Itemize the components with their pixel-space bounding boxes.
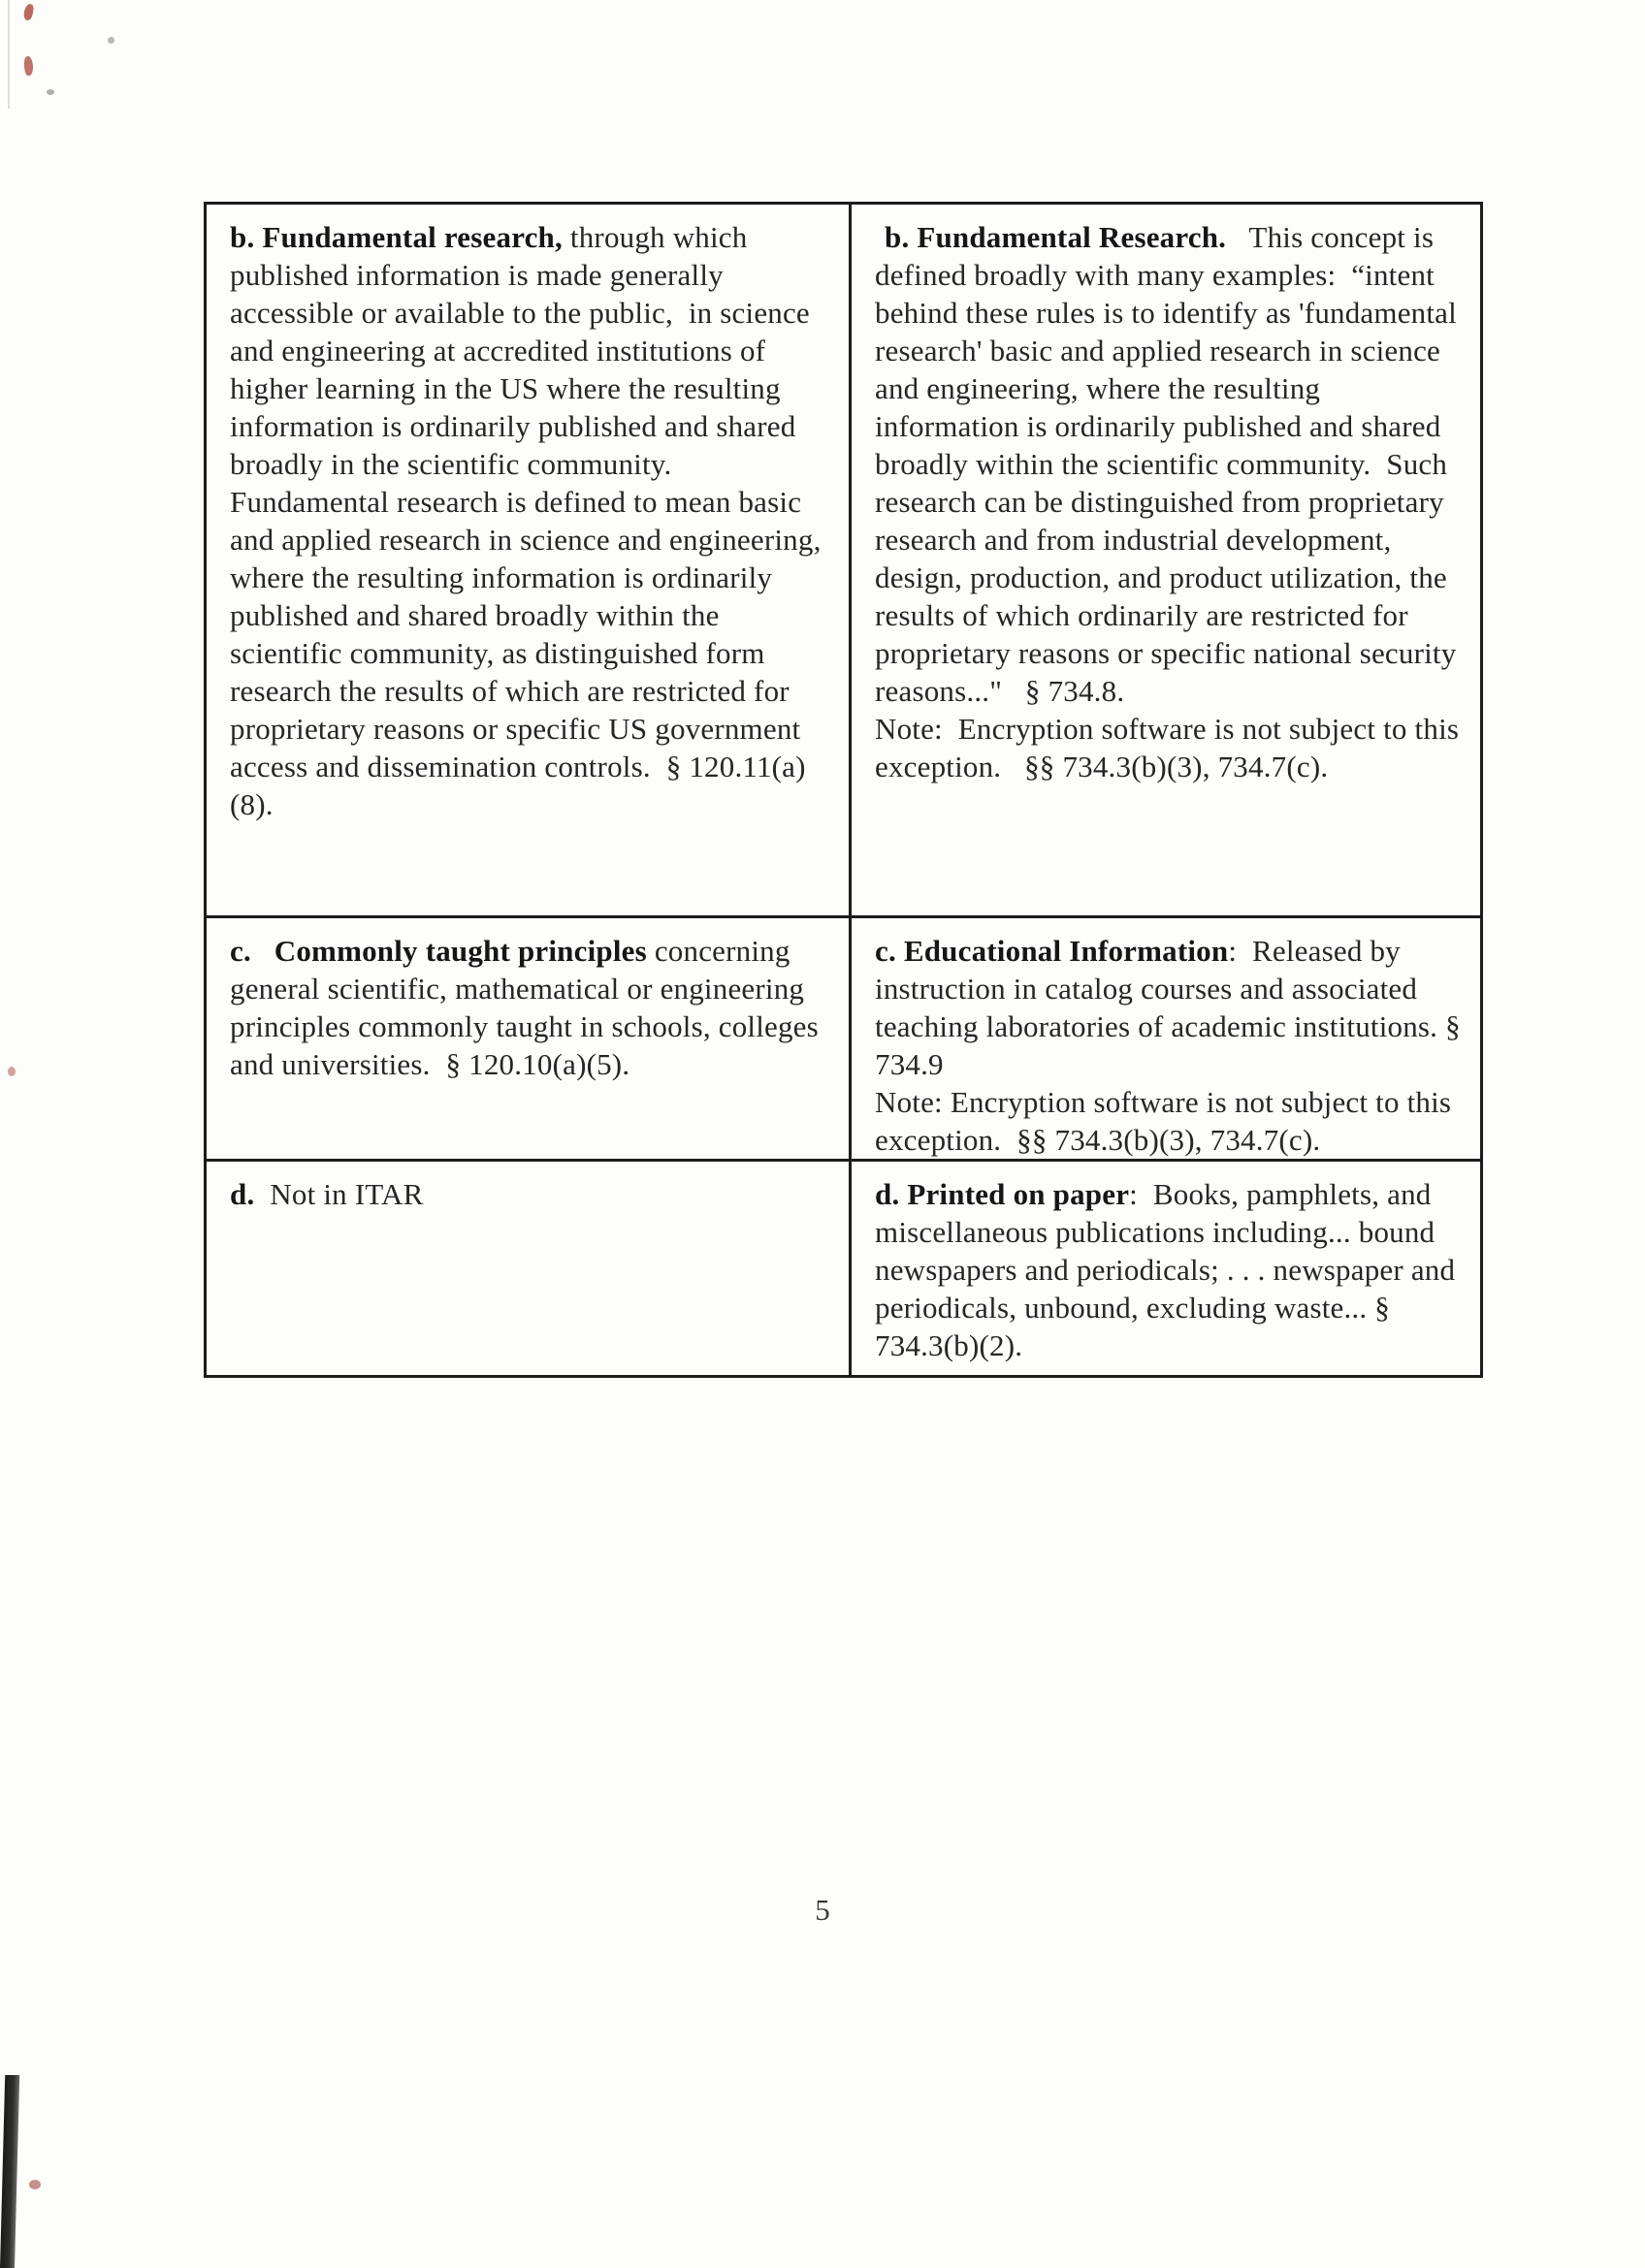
- cell-lead: c. Commonly taught principles: [230, 934, 647, 968]
- red-pen-mark: [23, 56, 34, 77]
- cell-lead: d. Printed on paper: [875, 1177, 1130, 1211]
- cell-body: : Books, pamphlets, and miscellaneous publications including... bound newspapers and periodicals; . . . newspaper and periodicals, unbound, excluding waste... § 734.3(b)(2).: [875, 1177, 1464, 1362]
- cell-body: This concept is defined broadly with many examples: “intent behind these rules is to identify as 'fundamental research' basic and applied research in science and engineering, where the resulting information is ordinarily published and shared broadly within the scientific community. Such research can be distinguished from proprietary research and from industrial development, design, production, and product utilization, the results of which ordinarily are restricted for proprietary reasons or specific national security reasons..." § 734.8.: [875, 220, 1465, 708]
- scan-speck: [108, 37, 114, 44]
- page-number: 5: [815, 1893, 830, 1927]
- cell-paragraph: [230, 932, 835, 1083]
- cell-paragraph: [230, 218, 835, 823]
- cell-body: : Released by instruction in catalog courses and associated teaching laboratories of academic institutions. § 734.9: [875, 934, 1468, 1081]
- cell-lead: b. Fundamental Research.: [885, 220, 1227, 254]
- cell-body: concerning general scientific, mathematical or engineering principles commonly taught in schools, colleges and universities. § 120.10(a)(5).: [230, 934, 826, 1081]
- red-pen-mark: [29, 2180, 41, 2189]
- scan-edge-shadow: [0, 2075, 19, 2268]
- cell-lead: d.: [230, 1177, 255, 1211]
- cell-paragraph: [875, 932, 1467, 1083]
- scan-speck: [47, 89, 54, 95]
- cell-body: Not in ITAR: [254, 1177, 424, 1211]
- cell-body: through which published information is made generally accessible or available to the public, in science and engineering at accredited institutions of higher learning in the US where the resulting information is ordinarily published and shared broadly in the scientific community. Fundamental research is defined to mean basic and applied research in science and engineering, where the resulting information is ordinarily published and shared broadly within the scientific community, as distinguished form research the results of which are restricted for proprietary reasons or specific US government access and dissemination controls. § 120.11(a)(8).: [230, 220, 829, 821]
- cell-lead: c. Educational Information: [875, 934, 1229, 968]
- table-cell-c-itar: [207, 915, 849, 1159]
- cell-lead: b. Fundamental research,: [230, 220, 563, 254]
- cell-paragraph: [230, 1175, 835, 1213]
- cell-paragraph: [875, 218, 1467, 710]
- red-pen-mark: [23, 3, 35, 20]
- table-cell-c-ear: [849, 915, 1480, 1159]
- red-pen-mark: [8, 1067, 16, 1076]
- table-cell-d-itar: [207, 1159, 849, 1375]
- table-cell-d-ear: [849, 1159, 1480, 1375]
- table-cell-b-ear: [849, 205, 1480, 915]
- table-cell-b-itar: [207, 205, 849, 915]
- cell-note: Note: Encryption software is not subject to this exception. §§ 734.3(b)(3), 734.7(c).: [875, 1085, 1460, 1157]
- scan-edge-line: [8, 0, 10, 109]
- cell-paragraph: [875, 1175, 1467, 1364]
- cell-note: Note: Encryption software is not subject to this exception. §§ 734.3(b)(3), 734.7(c).: [875, 712, 1468, 783]
- comparison-table: [204, 202, 1483, 1378]
